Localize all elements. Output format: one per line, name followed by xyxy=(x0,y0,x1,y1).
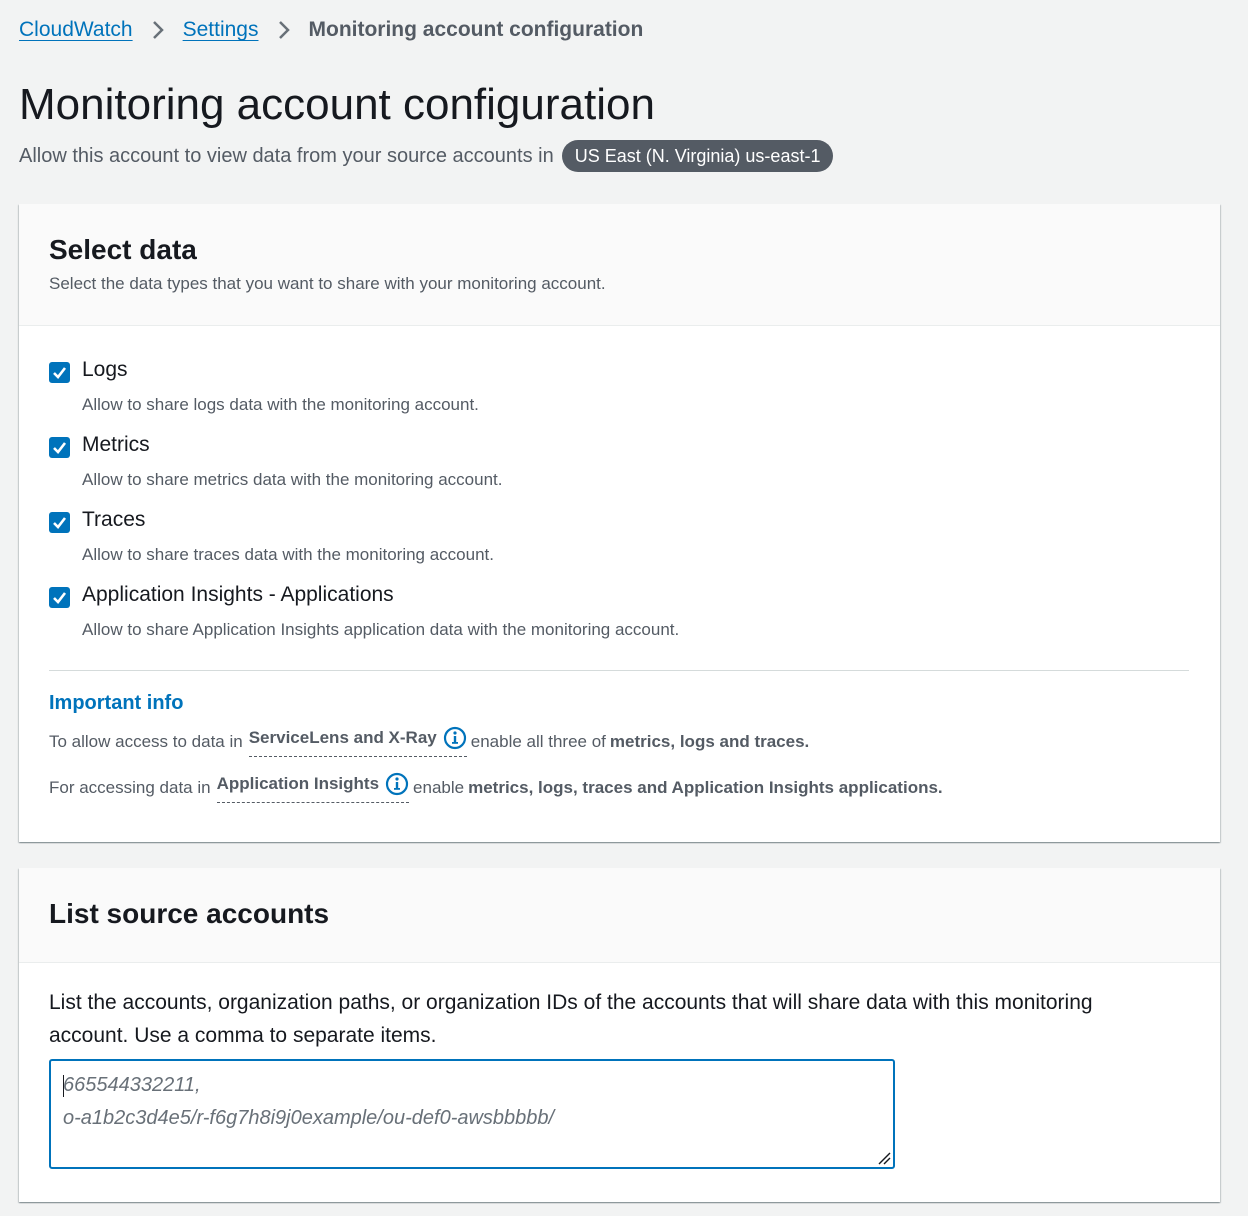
term-label[interactable]: ServiceLens and X-Ray xyxy=(248,728,437,747)
info-line-application-insights xyxy=(49,772,943,803)
text-caret xyxy=(63,1075,64,1097)
divider xyxy=(49,670,1189,671)
checkbox-description: Allow to share metrics data with the monitoring account. xyxy=(82,470,503,489)
page-subtitle xyxy=(19,140,833,172)
checkbox-checked-icon[interactable] xyxy=(49,362,70,383)
checkbox-checked-icon[interactable] xyxy=(49,512,70,533)
chevron-right-icon xyxy=(151,19,165,41)
chevron-right-icon xyxy=(277,19,291,41)
info-text: enable all three of xyxy=(470,731,606,751)
breadcrumb-link-settings[interactable]: Settings xyxy=(182,18,259,41)
source-accounts-description: List the accounts, organization paths, or organization IDs of the accounts that will share data with this monitoring account. Use a comma to separate items. xyxy=(49,991,1093,1047)
info-text: enable xyxy=(413,777,465,797)
breadcrumb-link-cloudwatch[interactable]: CloudWatch xyxy=(19,18,133,41)
breadcrumb xyxy=(19,14,643,46)
region-badge: US East (N. Virginia) us-east-1 xyxy=(562,140,834,172)
checkbox-description: Allow to share Application Insights application data with the monitoring account. xyxy=(82,620,680,639)
info-bold-text: metrics, logs and traces. xyxy=(609,731,810,751)
checkbox-label[interactable]: Logs xyxy=(82,358,128,381)
checkbox-description: Allow to share logs data with the monitoring account. xyxy=(82,395,479,414)
source-accounts-title: List source accounts xyxy=(49,898,330,929)
term-label[interactable]: Application Insights xyxy=(216,774,380,793)
source-accounts-field[interactable] xyxy=(49,1059,895,1169)
application-insights-info-link[interactable] xyxy=(217,772,409,803)
resize-handle-icon[interactable] xyxy=(877,1151,891,1165)
info-icon[interactable] xyxy=(443,726,467,750)
checkbox-checked-icon[interactable] xyxy=(49,587,70,608)
checkbox-label[interactable]: Application Insights - Applications xyxy=(82,583,394,606)
subtitle-text: Allow this account to view data from your source accounts in xyxy=(19,144,554,167)
important-info-heading: Important info xyxy=(49,692,184,714)
select-data-title: Select data xyxy=(49,234,197,265)
select-data-description: Select the data types that you want to share with your monitoring account. xyxy=(49,274,606,293)
info-text: To allow access to data in xyxy=(49,731,243,751)
info-text: For accessing data in xyxy=(49,777,211,797)
checkbox-checked-icon[interactable] xyxy=(49,437,70,458)
info-line-servicelens xyxy=(49,726,809,757)
info-icon[interactable] xyxy=(385,772,409,796)
servicelens-info-link[interactable] xyxy=(249,726,467,757)
breadcrumb-current: Monitoring account configuration xyxy=(308,18,644,41)
source-accounts-header xyxy=(19,868,1220,963)
source-accounts-panel xyxy=(19,868,1220,1202)
info-bold-text: metrics, logs, traces and Application Insights applications. xyxy=(468,777,943,797)
select-data-header xyxy=(19,204,1220,326)
select-data-panel xyxy=(19,204,1220,842)
checkbox-label[interactable]: Traces xyxy=(82,508,146,531)
checkbox-label[interactable]: Metrics xyxy=(82,433,150,456)
source-accounts-textarea[interactable] xyxy=(51,1061,893,1167)
checkbox-description: Allow to share traces data with the monitoring account. xyxy=(82,545,494,564)
page-title: Monitoring account configuration xyxy=(19,80,655,129)
